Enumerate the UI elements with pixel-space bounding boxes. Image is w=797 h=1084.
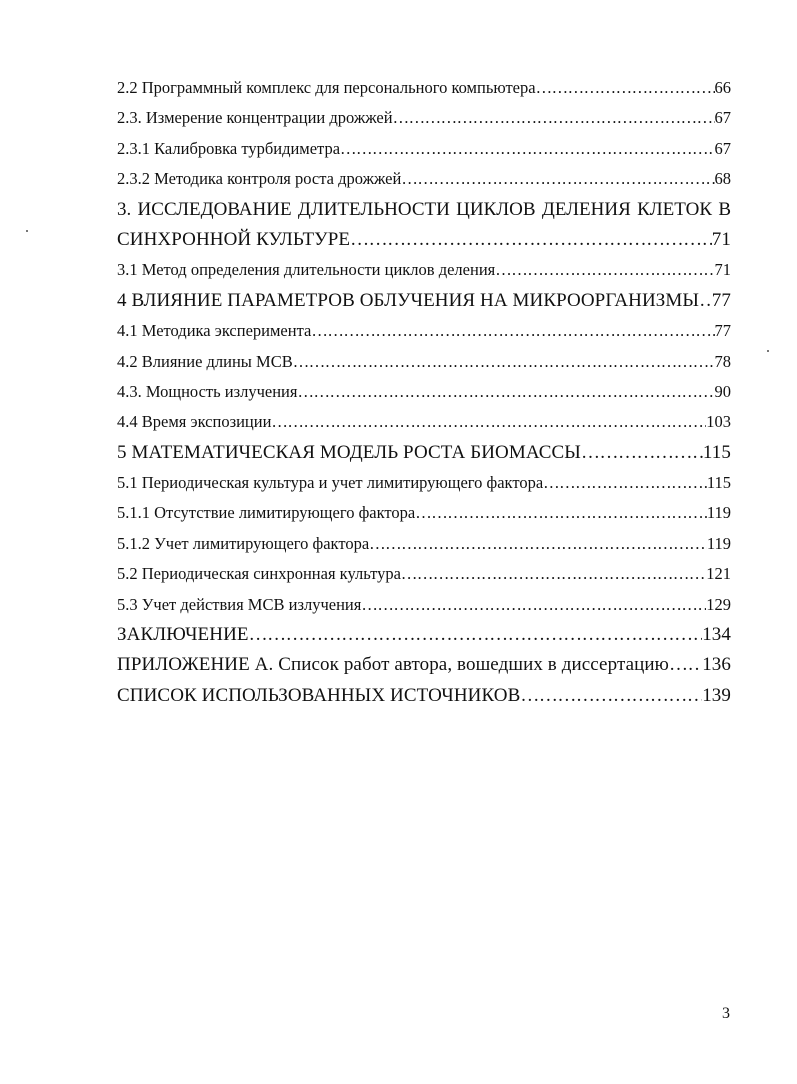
toc-entry-page: 134 [702, 624, 731, 646]
toc-entry-page: 67 [714, 138, 731, 158]
toc-entry [117, 590, 731, 620]
toc-entry-page: 77 [711, 289, 731, 311]
toc-entry-label: 5.2 Периодическая синхронная культура [117, 564, 401, 584]
toc-leader-dots [293, 347, 715, 377]
toc-leader-dots [520, 681, 702, 711]
toc-entry-page: 66 [714, 78, 731, 97]
toc-entry [117, 347, 731, 377]
toc-entry-page: 78 [714, 351, 731, 371]
toc-entry [117, 377, 731, 407]
toc-leader-dots [271, 407, 706, 437]
toc-entry-label: 5.1 Периодическая культура и учет лимитирующего фактора [117, 473, 544, 493]
toc-entry-page: 77 [714, 321, 731, 341]
toc-leader-dots [249, 620, 703, 650]
toc-entry-label: 4.4 Время экспозиции [117, 412, 272, 432]
toc-entry-label: 2.3. Измерение концентрации дрожжей [117, 108, 393, 128]
toc-leader-dots [536, 73, 715, 103]
toc-entry-label: СИНХРОННОЙ КУЛЬТУРЕ [117, 228, 351, 250]
chapter3-word: ДЛИТЕЛЬНОСТИ [297, 198, 450, 220]
toc-entry-label: 5 МАТЕМАТИЧЕСКАЯ МОДЕЛЬ РОСТА БИОМАССЫ [117, 441, 581, 463]
toc-entry [117, 650, 731, 680]
toc-entry-page: 115 [706, 473, 731, 493]
table-of-contents [117, 73, 731, 711]
toc-entry [117, 164, 731, 194]
toc-entry [117, 498, 731, 528]
toc-leader-dots [699, 286, 712, 316]
chapter3-word: ИССЛЕДОВАНИЕ [137, 198, 292, 220]
toc-entry [117, 73, 731, 103]
toc-entry-label: 4.3. Мощность излучения [117, 381, 298, 401]
toc-entry-label: 4 ВЛИЯНИЕ ПАРАМЕТРОВ ОБЛУЧЕНИЯ НА МИКРООРГАНИЗМЫ [117, 289, 700, 311]
toc-entry-page: 139 [702, 684, 731, 706]
toc-entry [117, 286, 731, 316]
toc-entry-page: 71 [714, 260, 731, 280]
toc-entry [117, 103, 731, 133]
toc-entry-label: 5.1.2 Учет лимитирующего фактора [117, 533, 370, 553]
toc-leader-dots [581, 438, 703, 468]
toc-entry [117, 529, 731, 559]
toc-entry-page: 71 [711, 228, 731, 250]
toc-leader-dots [669, 650, 702, 680]
toc-entry-label: 2.3.1 Калибровка турбидиметра [117, 138, 341, 158]
chapter3-word: 3. [117, 198, 132, 220]
toc-entry [117, 681, 731, 711]
toc-leader-dots [401, 164, 714, 194]
toc-entry-label: 5.1.1 Отсутствие лимитирующего фактора [117, 503, 416, 523]
toc-chapter3-line1 [117, 195, 731, 225]
toc-entry-label: СПИСОК ИСПОЛЬЗОВАННЫХ ИСТОЧНИКОВ [117, 684, 521, 706]
toc-entry-page: 68 [714, 169, 731, 189]
scan-speck [26, 230, 28, 232]
scan-speck [767, 350, 769, 352]
toc-entry [117, 468, 731, 498]
toc-entry-page: 129 [706, 594, 731, 614]
toc-entry [117, 134, 731, 164]
toc-leader-dots [361, 590, 706, 620]
toc-entry-label: ЗАКЛЮЧЕНИЕ [117, 624, 249, 646]
toc-entry [117, 255, 731, 285]
toc-leader-dots [401, 559, 706, 589]
chapter3-word: В [718, 198, 731, 220]
toc-entry-label: 2.2 Программный комплекс для персонального компьютера [117, 78, 536, 97]
chapter3-word: КЛЕТОК [637, 198, 713, 220]
toc-entry [117, 438, 731, 468]
toc-leader-dots [495, 255, 714, 285]
toc-entry-page: 90 [714, 381, 731, 401]
toc-entry-label: 5.3 Учет действия МСВ излучения [117, 594, 362, 614]
toc-entry-label: ПРИЛОЖЕНИЕ А. Список работ автора, вошедших в диссертацию [117, 654, 669, 676]
toc-entry-label: 3.1 Метод определения длительности циклов деления [117, 260, 496, 280]
toc-entry [117, 559, 731, 589]
chapter3-word: ДЕЛЕНИЯ [541, 198, 631, 220]
page-number: 3 [722, 1005, 730, 1022]
toc-entry-page: 115 [702, 441, 731, 463]
toc-leader-dots [393, 103, 715, 133]
toc-entry-page: 119 [706, 503, 731, 523]
toc-leader-dots [340, 134, 714, 164]
toc-leader-dots [369, 529, 707, 559]
toc-entry [117, 407, 731, 437]
toc-leader-dots [311, 316, 714, 346]
toc-entry-label: 2.3.2 Методика контроля роста дрожжей [117, 169, 402, 189]
toc-entry [117, 316, 731, 346]
toc-entry [117, 225, 731, 255]
toc-entry-page: 103 [706, 412, 731, 432]
toc-entry-page: 121 [706, 564, 731, 584]
toc-leader-dots [543, 468, 707, 498]
chapter3-word: ЦИКЛОВ [456, 198, 536, 220]
toc-entry-page: 67 [714, 108, 731, 128]
toc-leader-dots [415, 498, 707, 528]
toc-entry-label: 4.2 Влияние длины МСВ [117, 351, 293, 371]
toc-entry-page: 119 [706, 533, 731, 553]
toc-entry-page: 136 [702, 654, 731, 676]
toc-leader-dots [297, 377, 714, 407]
toc-leader-dots [350, 225, 712, 255]
toc-entry [117, 620, 731, 650]
toc-entry-label: 4.1 Методика эксперимента [117, 321, 312, 341]
